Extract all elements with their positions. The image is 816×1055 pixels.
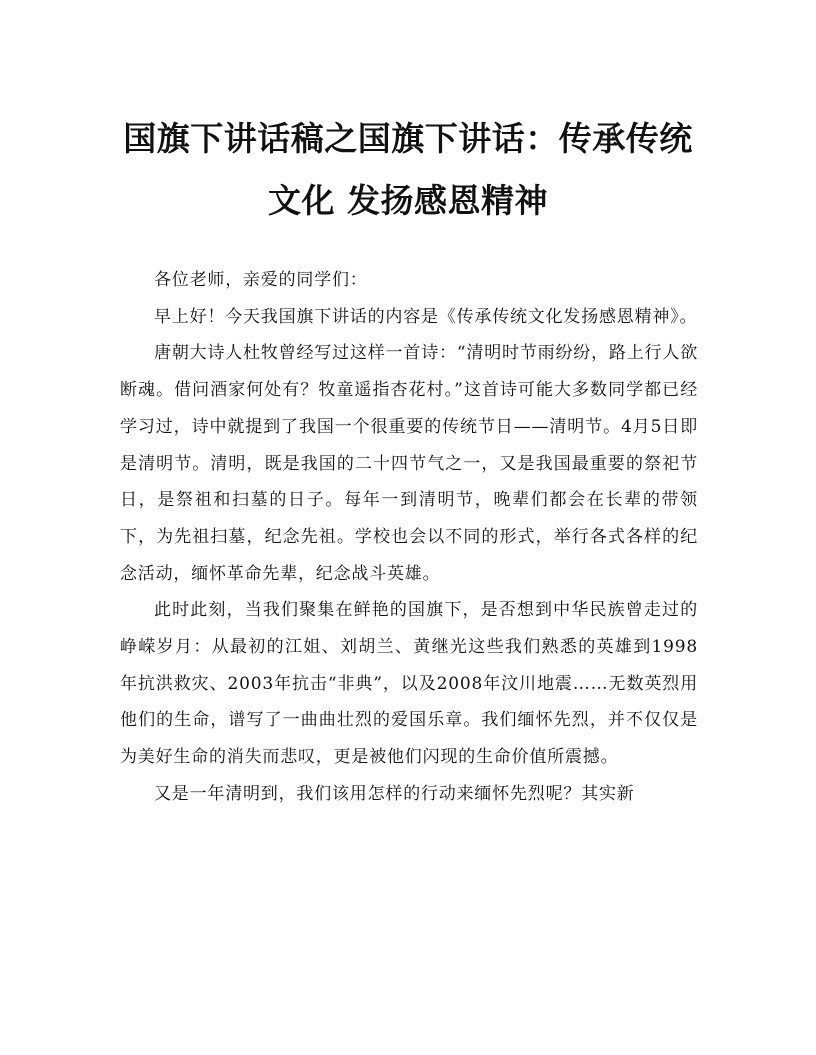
body-paragraph: 早上好！今天我国旗下讲话的内容是《传承传统文化发扬感恩精神》。 [154, 306, 698, 327]
title-line-2: 文化 发扬感恩精神 [268, 181, 548, 220]
body-paragraph: 又是一年清明到，我们该用怎样的行动来缅怀先烈呢？其实新 [154, 783, 635, 804]
document-body [120, 262, 698, 813]
body-paragraph: 唐朝大诗人杜牧曾经写过这样一首诗：“清明时节雨纷纷，路上行人欲断魂。借问酒家何处有？牧童遥指杏花村。”这首诗可能大多数同学都已经学习过，诗中就提到了我国一个很重要的传统节日——清明节。4月5日即是清明节。清明，既是我国的二十四节气之一，又是我国最重要的祭祀节日，是祭祖和扫墓的日子。每年一到清明节，晚辈们都会在长辈的带领下，为先祖扫墓，纪念先祖。学校也会以不同的形式，举行各式各样的纪念活动，缅怀革命先辈，纪念战斗英雄。 [120, 343, 698, 584]
greeting-paragraph: 各位老师，亲爱的同学们： [154, 270, 368, 290]
document-title [110, 108, 706, 232]
body-paragraph: 此时此刻，当我们聚集在鲜艳的国旗下，是否想到中华民族曾走过的峥嵘岁月：从最初的江姐、刘胡兰、黄继光这些我们熟悉的英雄到1998年抗洪救灾、2003年抗击“非典”，以及2008年汶川地震……无数英烈用他们的生命，谱写了一曲曲壮烈的爱国乐章。我们缅怀先烈，并不仅仅是为美好生命的消失而悲叹，更是被他们闪现的生命价值所震撼。 [120, 600, 698, 768]
title-line-1: 国旗下讲话稿之国旗下讲话：传承传统 [123, 119, 693, 158]
